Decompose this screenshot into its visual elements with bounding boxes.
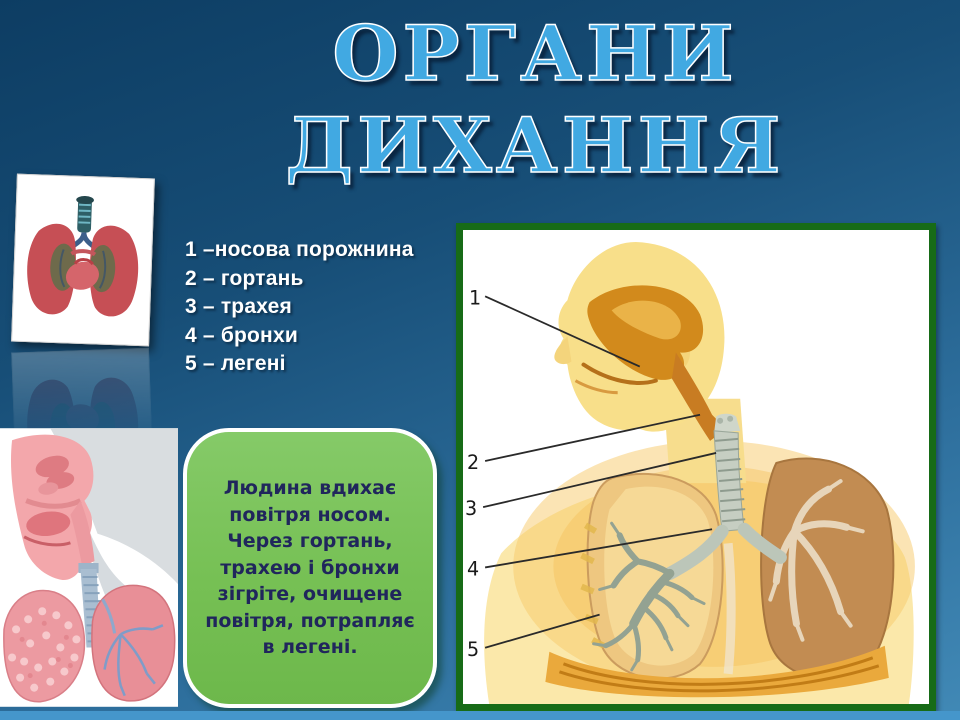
lungs-photo-illustration: [17, 180, 148, 340]
diagram-label-2: 2: [467, 452, 480, 475]
labeled-respiratory-diagram: [463, 230, 929, 704]
legend-item-5: 5 – легені: [185, 352, 286, 375]
legend-item-2: 2 – гортань: [185, 266, 304, 290]
head-lungs-cross-section: [0, 428, 178, 707]
title-line-1: ОРГАНИ: [332, 9, 738, 98]
lungs-photo: [11, 174, 155, 347]
diagram-label-4: 4: [467, 558, 480, 581]
note-bubble: [183, 428, 437, 708]
title-line-2: ДИХАННЯ: [285, 101, 785, 190]
diagram-label-5: 5: [467, 638, 480, 661]
note-text: Людина вдихає повітря носом. Через гортань, трахею і бронхи зігріте, очищене повітря, потрапляє в легені.: [205, 476, 415, 659]
page-title: [120, 8, 950, 192]
legend-item-1: 1 –носова порожнина: [185, 238, 414, 261]
head-lungs-cross-section-illustration: [0, 428, 178, 707]
legend-item-3: 3 – трахея: [185, 295, 292, 318]
legend-item-4: 4 – бронхи: [185, 323, 298, 347]
respiratory-legend: [185, 236, 445, 379]
footer-strip: [0, 711, 960, 720]
respiratory-diagram-frame: [456, 223, 936, 711]
diagram-label-3: 3: [465, 498, 478, 521]
diagram-label-1: 1: [469, 287, 482, 310]
